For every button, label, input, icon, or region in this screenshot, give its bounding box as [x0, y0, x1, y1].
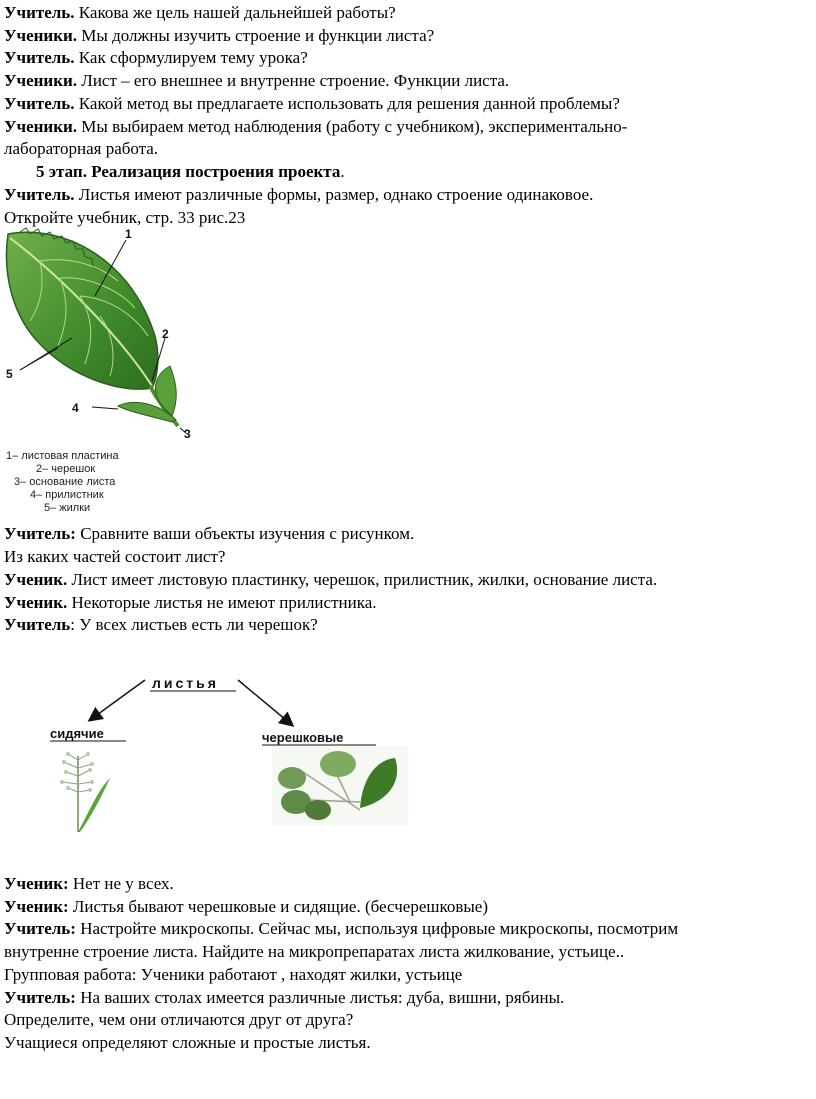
continuation-line: лабораторная работа. — [4, 139, 159, 158]
utterance: Листья имеют различные формы, размер, однако строение одинаковое. — [74, 185, 594, 204]
dialog-line — [4, 569, 657, 591]
dialog-line — [4, 2, 396, 24]
dialog-line — [4, 546, 225, 568]
speaker: Учитель: — [4, 524, 76, 543]
utterance: Нет не у всех. — [68, 874, 174, 893]
speaker: Ученик. — [4, 593, 68, 612]
utterance: Учащиеся определяют сложные и простые листья. — [4, 1033, 371, 1052]
dialog-line — [4, 47, 308, 69]
dialog-line — [4, 93, 620, 115]
utterance: Мы должны изучить строение и функции листа? — [77, 26, 435, 45]
utterance: : У всех листьев есть ли черешок? — [70, 615, 318, 634]
speaker: Ученик: — [4, 874, 69, 893]
utterance: Какова же цель нашей дальнейшей работы? — [74, 3, 396, 22]
speaker: Ученики. — [4, 26, 78, 45]
speaker: Учитель. — [4, 94, 75, 113]
utterance: Листья бывают черешковые и сидящие. (бесчерешковые) — [68, 897, 489, 916]
dialog-line — [4, 1032, 371, 1054]
label-3: 3 — [184, 427, 191, 441]
label-5: 5 — [6, 367, 13, 381]
label-4: 4 — [72, 401, 79, 415]
stage-heading-text: 5 этап. Реализация построения проекта — [36, 162, 341, 181]
stage-heading-dot: . — [340, 162, 345, 181]
dialog-line — [4, 116, 627, 138]
dialog-line — [4, 70, 509, 92]
utterance: На ваших столах имеется различные листья: дуба, вишни, рябины. — [75, 988, 565, 1007]
utterance: Определите, чем они отличаются друг от друга? — [4, 1010, 354, 1029]
dialog-line — [4, 873, 174, 895]
utterance: Какой метод вы предлагаете использовать для решения данной проблемы? — [74, 94, 620, 113]
legend-item: 3– основание листа — [14, 476, 116, 488]
dialog-line — [4, 987, 564, 1009]
dialog-line — [4, 964, 462, 986]
utterance: Из каких частей состоит лист? — [4, 547, 226, 566]
dialog-line — [4, 918, 678, 940]
leaf-anatomy-figure — [0, 226, 220, 448]
arrow-right — [238, 680, 292, 725]
utterance: Некоторые листья не имеют прилистника. — [67, 593, 377, 612]
utterance: Как сформулируем тему урока? — [74, 48, 308, 67]
arrow-left — [90, 680, 145, 720]
utterance: Лист имеет листовую пластинку, черешок, прилистник, жилки, основание листа. — [67, 570, 658, 589]
leaf-blade — [6, 232, 157, 389]
speaker: Ученики. — [4, 117, 78, 136]
root-label: листья — [152, 675, 219, 691]
textbook-reference: Откройте учебник, стр. 33 рис.23 — [4, 208, 246, 227]
legend-item: 5– жилки — [44, 502, 91, 514]
utterance: Сравните ваши объекты изучения с рисунком. — [75, 524, 415, 543]
speaker: Ученик. — [4, 570, 68, 589]
dialog-line — [4, 896, 488, 918]
legend-item: 2– черешок — [36, 463, 96, 475]
utterance: Лист – его внешнее и внутренне строение. Функции листа. — [77, 71, 510, 90]
speaker: Учитель. — [4, 3, 75, 22]
stage-heading — [36, 161, 345, 183]
utterance: Групповая работа: Ученики работают , находят жилки, устьице — [4, 965, 463, 984]
left-label: сидячие — [50, 726, 104, 741]
sessile-plant-image — [52, 748, 110, 834]
dialog-line — [4, 1009, 353, 1031]
dialog-line — [4, 523, 414, 545]
leaf-types-diagram — [30, 660, 430, 840]
dialog-line — [4, 941, 624, 963]
right-label: черешковые — [262, 730, 344, 745]
speaker: Ученики. — [4, 71, 78, 90]
dialog-line — [4, 614, 318, 636]
speaker: Учитель — [4, 615, 71, 634]
utterance: внутренне строение листа. Найдите на микропрепаратах листа жилкование, устьице.. — [4, 942, 625, 961]
utterance: Настройте микроскопы. Сейчас мы, используя цифровые микроскопы, посмотрим — [75, 919, 679, 938]
speaker: Ученик: — [4, 897, 69, 916]
label-1: 1 — [125, 227, 132, 241]
dialog-line — [4, 184, 593, 206]
speaker: Учитель: — [4, 919, 76, 938]
dialog-line — [4, 592, 377, 614]
legend-item: 4– прилистник — [30, 489, 104, 501]
speaker: Учитель: — [4, 988, 76, 1007]
speaker: Учитель. — [4, 185, 75, 204]
petiolate-leaves-image — [272, 746, 408, 826]
legend-item: 1– листовая пластина — [6, 450, 119, 462]
speaker: Учитель. — [4, 48, 75, 67]
label-2: 2 — [162, 327, 169, 341]
dialog-line — [4, 25, 434, 47]
utterance: Мы выбираем метод наблюдения (работу с учебником), экспериментально- — [77, 117, 628, 136]
